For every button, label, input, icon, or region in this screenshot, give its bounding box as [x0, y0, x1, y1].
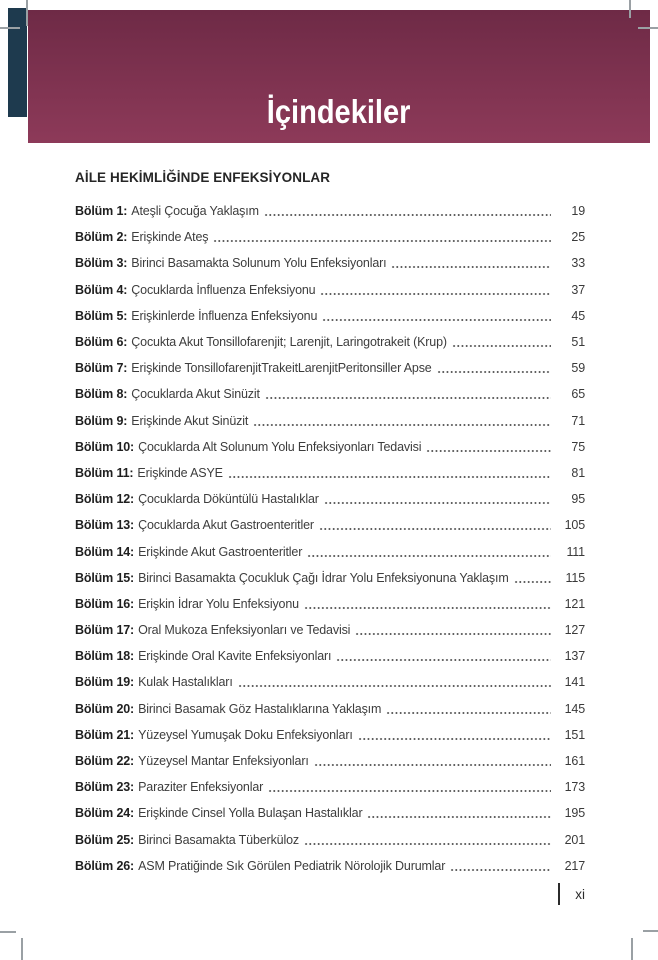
toc-dot-leader	[304, 607, 551, 609]
toc-dot-leader	[320, 293, 551, 295]
toc-entry-page: 115	[565, 570, 585, 585]
toc-entry-label: Bölüm 22:	[75, 754, 135, 769]
toc-entry-title: Birinci Basamakta Tüberküloz	[138, 832, 299, 847]
toc-dot-leader	[386, 712, 551, 714]
toc-entry	[75, 722, 585, 748]
footer	[558, 882, 585, 906]
toc-entry-page: 75	[571, 439, 585, 454]
crop-mark-bottom-right-horizontal	[643, 930, 658, 932]
toc-dot-leader	[304, 843, 551, 845]
toc-entry-label: Bölüm 8:	[75, 387, 128, 402]
toc-entry-label: Bölüm 2:	[75, 230, 128, 245]
toc-entry-page: 145	[564, 701, 585, 716]
toc-entry-label: Bölüm 25:	[75, 832, 135, 847]
toc-entry	[75, 643, 585, 669]
toc-entry	[75, 827, 585, 853]
toc-entry-label: Bölüm 5:	[75, 308, 128, 323]
toc-entry-label: Bölüm 6:	[75, 335, 128, 350]
toc-dot-leader	[213, 240, 551, 242]
toc-entry-title: Erişkinlerde İnfluenza Enfeksiyonu	[131, 308, 318, 323]
toc-dot-leader	[264, 214, 551, 216]
toc-entry-title: Erişkinde Cinsel Yolla Bulaşan Hastalıklar	[138, 806, 363, 821]
toc-entry	[75, 355, 585, 381]
crop-mark-bottom-right-vertical	[631, 938, 633, 960]
toc-entry	[75, 538, 585, 564]
toc-entry-label: Bölüm 3:	[75, 256, 128, 271]
toc-entry-title: Erişkinde Ateş	[131, 230, 209, 245]
toc-entry	[75, 748, 585, 774]
toc-section-heading: AİLE HEKİMLİĞİNDE ENFEKSİYONLAR	[75, 170, 331, 185]
toc-entry	[75, 434, 585, 460]
toc-entry-label: Bölüm 9:	[75, 413, 128, 428]
toc-entry-title: Çocuklarda Akut Sinüzit	[131, 387, 260, 402]
toc-entry-title: Erişkinde TonsillofarenjitTrakeitLarenjitPeritonsiller Apse	[131, 361, 432, 376]
toc-entry-page: 141	[564, 675, 585, 690]
toc-dot-leader	[238, 685, 551, 687]
toc-entry-title: Yüzeysel Yumuşak Doku Enfeksiyonları	[138, 727, 353, 742]
toc-entry-label: Bölüm 11:	[75, 465, 134, 480]
toc-entry-title: Birinci Basamakta Çocukluk Çağı İdrar Yolu Enfeksiyonuna Yaklaşım	[138, 570, 509, 585]
toc-entry-title: Erişkinde ASYE	[137, 465, 223, 480]
toc-dot-leader	[367, 816, 551, 818]
toc-dot-leader	[324, 502, 551, 504]
toc-entry	[75, 800, 585, 826]
toc-entry	[75, 277, 585, 303]
toc-entry-label: Bölüm 10:	[75, 439, 135, 454]
toc-entry-page: 201	[564, 832, 585, 847]
toc-entry-page: 65	[571, 387, 585, 402]
crop-mark-top-right-horizontal	[638, 27, 658, 29]
toc-entry-page: 105	[564, 518, 585, 533]
toc-list	[75, 198, 585, 879]
toc-entry-label: Bölüm 7:	[75, 361, 128, 376]
toc-dot-leader	[265, 397, 551, 399]
title-banner	[28, 10, 650, 143]
toc-entry	[75, 512, 585, 538]
toc-entry	[75, 329, 585, 355]
toc-entry-label: Bölüm 19:	[75, 675, 135, 690]
toc-entry-title: Çocuklarda Döküntülü Hastalıklar	[138, 492, 319, 507]
toc-entry-title: Erişkinde Akut Gastroenteritler	[138, 544, 303, 559]
toc-dot-leader	[391, 266, 551, 268]
toc-entry-label: Bölüm 1:	[75, 204, 128, 219]
toc-entry-page: 59	[571, 361, 585, 376]
toc-entry	[75, 774, 585, 800]
toc-entry-label: Bölüm 12:	[75, 492, 135, 507]
toc-dot-leader	[314, 764, 551, 766]
toc-entry-page: 173	[564, 780, 585, 795]
toc-entry-page: 33	[571, 256, 585, 271]
toc-entry	[75, 303, 585, 329]
toc-entry-page: 137	[564, 649, 585, 664]
toc-dot-leader	[514, 581, 551, 583]
toc-entry-title: Erişkin İdrar Yolu Enfeksiyonu	[138, 596, 299, 611]
crop-mark-top-left-vertical	[26, 0, 28, 26]
toc-entry	[75, 853, 585, 879]
toc-entry	[75, 565, 585, 591]
toc-entry-title: Paraziter Enfeksiyonlar	[138, 780, 264, 795]
toc-entry-label: Bölüm 23:	[75, 780, 135, 795]
toc-entry-label: Bölüm 26:	[75, 858, 135, 873]
toc-entry-title: Çocuklarda İnfluenza Enfeksiyonu	[131, 282, 316, 297]
toc-entry-page: 45	[571, 308, 585, 323]
toc-entry-page: 121	[564, 596, 585, 611]
toc-entry-label: Bölüm 14:	[75, 544, 135, 559]
toc-dot-leader	[253, 424, 551, 426]
toc-entry-page: 217	[564, 858, 585, 873]
toc-entry	[75, 224, 585, 250]
crop-mark-top-left-horizontal	[0, 27, 20, 29]
toc-entry-page: 111	[566, 544, 585, 559]
toc-entry-page: 37	[571, 282, 585, 297]
toc-entry	[75, 408, 585, 434]
footer-page-number: xi	[575, 886, 585, 902]
toc-entry-title: Oral Mukoza Enfeksiyonları ve Tedavisi	[138, 623, 351, 638]
toc-entry-label: Bölüm 13:	[75, 518, 135, 533]
toc-entry-title: Çocukta Akut Tonsillofarenjit; Larenjit, Laringotrakeit (Krup)	[131, 335, 447, 350]
toc-entry	[75, 381, 585, 407]
toc-dot-leader	[336, 659, 551, 661]
crop-mark-bottom-left-vertical	[21, 938, 23, 960]
toc-dot-leader	[437, 371, 551, 373]
toc-entry	[75, 198, 585, 224]
toc-entry-title: Birinci Basamakta Solunum Yolu Enfeksiyonları	[131, 256, 387, 271]
toc-entry-label: Bölüm 4:	[75, 282, 128, 297]
toc-entry-title: Kulak Hastalıkları	[138, 675, 233, 690]
toc-dot-leader	[358, 738, 551, 740]
crop-mark-top-right-vertical	[629, 0, 631, 18]
toc-entry	[75, 617, 585, 643]
toc-entry-label: Bölüm 20:	[75, 701, 135, 716]
toc-entry-page: 95	[571, 492, 585, 507]
toc-entry-title: Çocuklarda Akut Gastroenteritler	[138, 518, 314, 533]
toc-entry-title: Birinci Basamak Göz Hastalıklarına Yaklaşım	[138, 701, 382, 716]
toc-entry-label: Bölüm 16:	[75, 596, 135, 611]
toc-entry-title: Yüzeysel Mantar Enfeksiyonları	[138, 754, 309, 769]
toc-dot-leader	[307, 555, 551, 557]
toc-dot-leader	[355, 633, 551, 635]
crop-mark-bottom-left-horizontal	[0, 931, 16, 933]
toc-entry	[75, 460, 585, 486]
toc-dot-leader	[322, 319, 551, 321]
toc-entry-page: 161	[564, 754, 585, 769]
toc-entry	[75, 486, 585, 512]
toc-entry-page: 127	[564, 623, 585, 638]
toc-entry-page: 71	[571, 413, 585, 428]
toc-dot-leader	[452, 345, 551, 347]
toc-entry-page: 81	[571, 465, 585, 480]
toc-dot-leader	[450, 869, 551, 871]
toc-entry-label: Bölüm 24:	[75, 806, 135, 821]
toc-entry-label: Bölüm 21:	[75, 727, 135, 742]
toc-entry-page: 151	[564, 727, 585, 742]
toc-entry-page: 195	[564, 806, 585, 821]
toc-entry-page: 19	[571, 204, 585, 219]
toc-entry	[75, 696, 585, 722]
toc-dot-leader	[426, 450, 551, 452]
toc-dot-leader	[228, 476, 551, 478]
toc-entry-page: 51	[571, 335, 585, 350]
toc-entry-title: Ateşli Çocuğa Yaklaşım	[131, 204, 259, 219]
toc-entry-label: Bölüm 17:	[75, 623, 135, 638]
spine-accent-block	[8, 8, 27, 117]
toc-entry-title: Çocuklarda Alt Solunum Yolu Enfeksiyonları Tedavisi	[138, 439, 422, 454]
toc-entry-label: Bölüm 18:	[75, 649, 135, 664]
toc-entry-title: Erişkinde Oral Kavite Enfeksiyonları	[138, 649, 332, 664]
toc-entry-label: Bölüm 15:	[75, 570, 135, 585]
toc-dot-leader	[268, 790, 551, 792]
toc-entry-title: ASM Pratiğinde Sık Görülen Pediatrik Nörolojik Durumlar	[138, 858, 446, 873]
toc-dot-leader	[319, 528, 551, 530]
toc-entry	[75, 591, 585, 617]
footer-divider-bar	[558, 883, 560, 905]
toc-entry	[75, 669, 585, 695]
toc-entry	[75, 250, 585, 276]
page-title: İçindekiler	[267, 93, 411, 130]
toc-entry-page: 25	[571, 230, 585, 245]
toc-entry-title: Erişkinde Akut Sinüzit	[131, 413, 249, 428]
